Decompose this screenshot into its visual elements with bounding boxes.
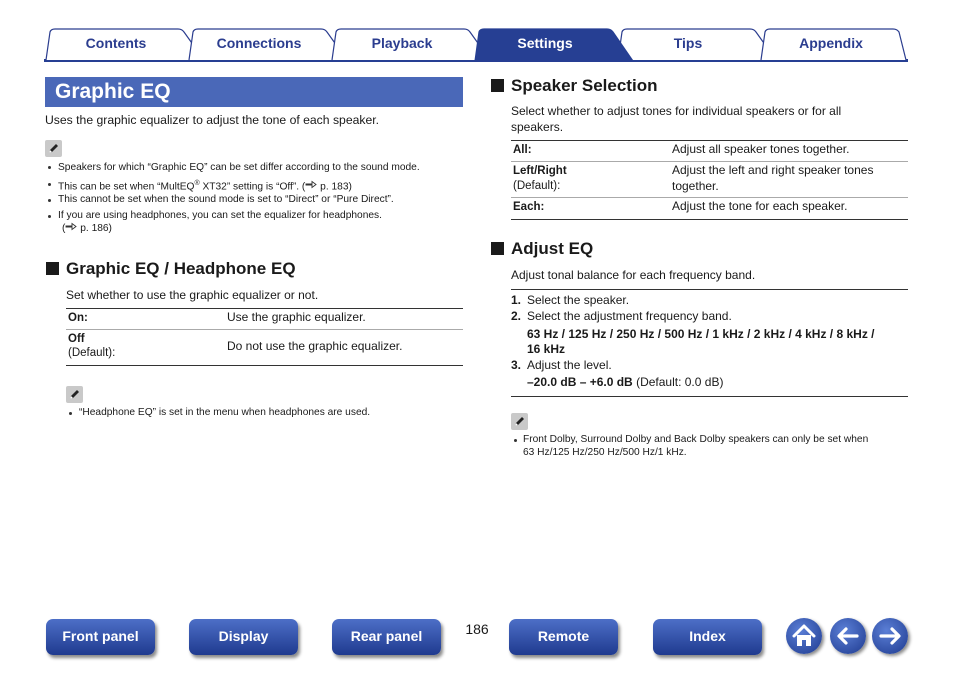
speaker-key-left-right: Left/Right — [513, 165, 567, 177]
heading-square-marker — [491, 79, 504, 92]
bullet — [48, 183, 51, 186]
previous-page-button[interactable] — [830, 618, 866, 654]
option-key-off-default: (Default): — [68, 347, 116, 359]
step-number-2: 2. — [511, 309, 522, 323]
bullet — [48, 199, 51, 202]
note1-item-1: Speakers for which “Graphic EQ” can be set differ according to the sound mode. — [58, 162, 420, 173]
tab-playback-label: Playback — [371, 35, 433, 51]
bullet — [48, 166, 51, 169]
home-button[interactable] — [786, 618, 822, 654]
front-panel-button-label: Front panel — [62, 628, 139, 644]
tab-connections-label: Connections — [216, 35, 302, 51]
page-reference-icon — [65, 222, 77, 231]
bullet — [514, 439, 517, 442]
option-value-off: Do not use the graphic equalizer. — [227, 339, 403, 353]
tab-settings[interactable] — [475, 28, 615, 62]
speaker-value-all: Adjust all speaker tones together. — [672, 142, 850, 156]
home-icon — [786, 618, 822, 654]
page-title-bar — [45, 77, 463, 107]
section-heading-adjust-eq: Adjust EQ — [511, 239, 594, 258]
page-reference-icon — [305, 180, 317, 189]
step-number-1: 1. — [511, 293, 522, 307]
front-panel-button[interactable] — [46, 619, 155, 655]
tab-contents[interactable] — [46, 28, 186, 62]
step-text-3: Adjust the level. — [527, 358, 612, 372]
intro-text: Uses the graphic equalizer to adjust the tone of each speaker. — [45, 113, 380, 127]
remote-button[interactable] — [509, 619, 618, 655]
note1-item-3: This cannot be set when the sound mode is set to “Direct” or “Pure Direct”. — [58, 194, 394, 205]
speaker-key-left-right-default: (Default): — [513, 180, 561, 192]
pencil-icon — [511, 413, 528, 430]
top-tab-bar — [44, 28, 908, 62]
rear-panel-button[interactable] — [332, 619, 441, 655]
bullet — [48, 215, 51, 218]
speaker-key-all: All: — [513, 144, 532, 156]
tab-playback[interactable] — [332, 28, 472, 62]
note2-item-1: “Headphone EQ” is set in the menu when headphones are used. — [79, 407, 371, 418]
speaker-desc-line-2: speakers. — [511, 120, 564, 134]
steps-top-rule — [511, 289, 908, 290]
step-number-3: 3. — [511, 358, 522, 372]
adjust-description: Adjust tonal balance for each frequency band. — [511, 268, 756, 282]
pencil-icon — [45, 140, 62, 157]
frequency-bands-line-1: 63 Hz / 125 Hz / 250 Hz / 500 Hz / 1 kHz / 2 kHz / 4 kHz / 8 kHz / — [527, 327, 875, 341]
page-title: Graphic EQ — [55, 80, 171, 103]
tab-appendix[interactable] — [761, 28, 901, 62]
speaker-value-left-right: Adjust the left and right speaker tones — [672, 163, 874, 177]
speaker-desc-line-1: Select whether to adjust tones for individual speakers or for all — [511, 104, 842, 118]
tab-tips-label: Tips — [673, 35, 703, 51]
option-value-on: Use the graphic equalizer. — [227, 310, 366, 324]
note3-item-1-cont: 63 Hz/125 Hz/250 Hz/500 Hz/1 kHz. — [523, 447, 687, 458]
table-row-rule — [66, 329, 463, 330]
next-page-button[interactable] — [872, 618, 908, 654]
display-button[interactable] — [189, 619, 298, 655]
level-range: –20.0 dB – +6.0 dB (Default: 0.0 dB) — [527, 375, 724, 389]
step-text-2: Select the adjustment frequency band. — [527, 309, 732, 323]
arrow-left-icon — [830, 618, 866, 654]
note1-item-4: If you are using headphones, you can set the equalizer for headphones. — [58, 210, 382, 221]
table-bottom-rule — [511, 219, 908, 220]
pencil-icon — [66, 386, 83, 403]
note3-item-1: Front Dolby, Surround Dolby and Back Dolby speakers can only be set when — [523, 434, 869, 445]
tab-tips[interactable] — [618, 28, 758, 62]
tab-connections[interactable] — [189, 28, 329, 62]
option-key-on: On: — [68, 312, 88, 324]
note1-item-2: This can be set when “MultEQ® XT32” setting is “Off”. ( p. 183) — [58, 180, 352, 193]
speaker-key-each: Each: — [513, 201, 545, 213]
arrow-right-icon — [872, 618, 908, 654]
section-description: Set whether to use the graphic equalizer or not. — [66, 288, 319, 302]
tab-appendix-label: Appendix — [799, 35, 863, 51]
remote-button-label: Remote — [537, 628, 590, 644]
display-button-label: Display — [218, 628, 269, 644]
heading-square-marker — [46, 262, 59, 275]
option-key-off: Off — [68, 333, 85, 345]
section-heading-speaker-selection: Speaker Selection — [511, 76, 658, 95]
step-text-1: Select the speaker. — [527, 293, 630, 307]
table-bottom-rule — [66, 365, 463, 366]
page-number: 186 — [465, 621, 489, 637]
frequency-bands-line-2: 16 kHz — [527, 342, 566, 356]
section-heading-graphic-eq: Graphic EQ / Headphone EQ — [66, 259, 296, 278]
bullet — [69, 412, 72, 415]
steps-bottom-rule — [511, 396, 908, 397]
index-button-label: Index — [689, 628, 726, 644]
speaker-value-left-right-2: together. — [672, 179, 719, 193]
speaker-value-each: Adjust the tone for each speaker. — [672, 199, 848, 213]
tab-settings-label: Settings — [517, 35, 573, 51]
tab-contents-label: Contents — [85, 35, 147, 51]
index-button[interactable] — [653, 619, 762, 655]
note1-item-4-ref[interactable]: ( p. 186) — [62, 223, 112, 234]
heading-square-marker — [491, 242, 504, 255]
rear-panel-button-label: Rear panel — [350, 628, 423, 644]
